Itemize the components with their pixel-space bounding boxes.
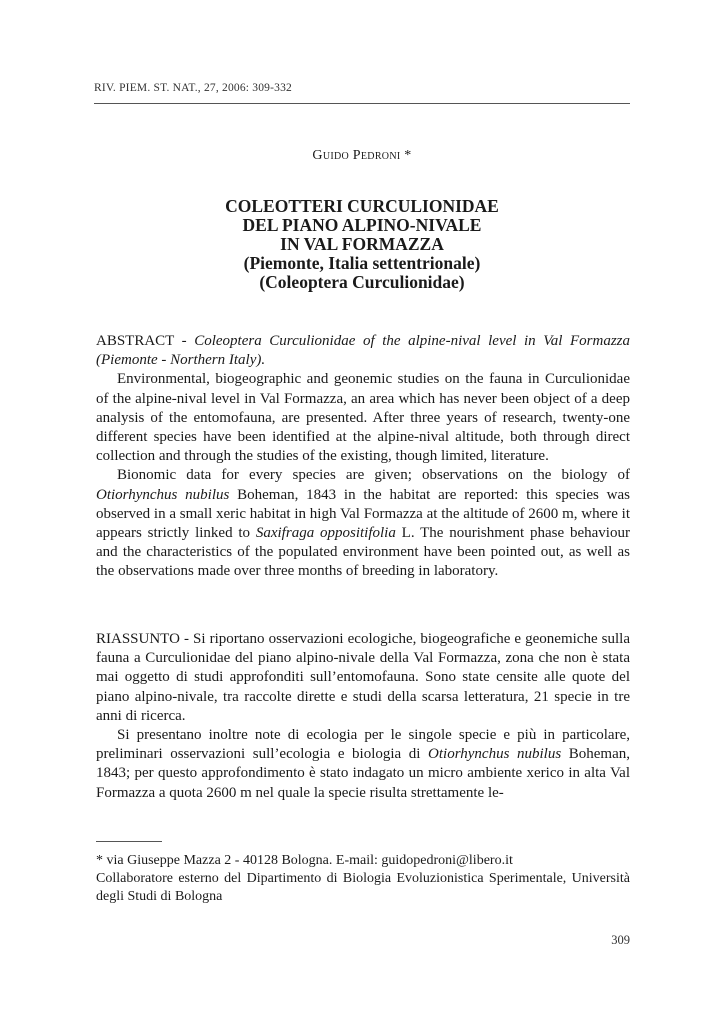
title-line: (Piemonte, Italia settentrionale): [243, 253, 481, 273]
text-run: L. The nourishment phase behaviour and the characteristics of the populated environment have been pointed out, as well as the observations made over three months of breeding in laboratory.: [96, 525, 630, 580]
riassunto-section: [96, 630, 630, 803]
header-rule: [94, 103, 630, 104]
title-line: IN VAL FORMAZZA: [280, 234, 444, 254]
riassunto-paragraph-1: [96, 630, 630, 726]
species-name: Otiorhynchus nubilus: [428, 746, 562, 763]
footnote-affiliation: Collaboratore esterno del Dipartimento di Biologia Evoluzionistica Sperimentale, Università degli Studi di Bologna: [96, 871, 630, 904]
text-run: Boheman, 1843; per questo approfondimento è stato indagato un micro ambiente xerico in alta Val Formazza a quota 2600 m nel quale la specie risulta strettamente le-: [96, 746, 630, 801]
abstract-paragraph-1: Environmental, biogeographic and geonemic studies on the fauna in Curculionidae of the alpine-nival level in Val Formazza, an area which has never been object of a deep analysis of the entomofauna, are presented. After three years of research, twenty-one different species have been identified at the alpine-nival altitude, both through direct collection and through the studies of the existing, though limited, literature.: [96, 371, 630, 465]
title-line: (Coleoptera Curculionidae): [259, 272, 465, 292]
page-number: 309: [611, 933, 630, 947]
abstract-section: [96, 332, 630, 582]
running-head: RIV. PIEM. ST. NAT., 27, 2006: 309-332: [94, 82, 292, 94]
abstract-paragraph-2: [96, 466, 630, 581]
riassunto-paragraph-2: [96, 726, 630, 803]
footnote: [96, 852, 630, 906]
plant-name: Saxifraga oppositifolia: [255, 525, 396, 542]
footnote-rule: [96, 841, 162, 842]
text-run: Boheman, 1843 in the habitat are reported: this species was observed in a small xeric habitat in high Val Formazza at the altitude of 2600 m, where it appears strictly linked to: [96, 486, 630, 542]
abstract-label: ABSTRACT -: [96, 333, 195, 349]
footnote-address: * via Giuseppe Mazza 2 - 40128 Bologna. E-mail: guidopedroni@libero.it: [96, 853, 513, 868]
text-run: Bionomic data for every species are given; observations on the biology of: [117, 467, 630, 484]
species-name: Otiorhynchus nubilus: [96, 486, 230, 503]
abstract-title-italic: Coleoptera Curculionidae of the alpine-nival level in Val Formazza (Piemonte - Northern Italy).: [96, 333, 630, 369]
riassunto-label: RIASSUNTO -: [96, 631, 194, 647]
abstract-heading: [96, 332, 630, 370]
article-title: [94, 197, 630, 292]
author-name: Guido Pedroni *: [312, 148, 412, 163]
text-run: Si presentano inoltre note di ecologia per le singole specie e più in particolare, preliminari osservazioni sull’ecologia e biologia di: [96, 727, 630, 763]
title-line: COLEOTTERI CURCULIONIDAE: [225, 196, 499, 216]
title-line: DEL PIANO ALPINO-NIVALE: [242, 215, 482, 235]
text-run: Si riportano osservazioni ecologiche, biogeografiche e geonemiche sulla fauna a Curculionidae del piano alpino-nivale della Val Formazza, zona che non è stata mai oggetto di studi approfonditi sull’entomofauna. Sono state censite alle quote del piano alpino-nivale, tra raccolte dirette e studi della scarsa letteratura, 21 specie in tre anni di ricerca.: [96, 631, 630, 724]
